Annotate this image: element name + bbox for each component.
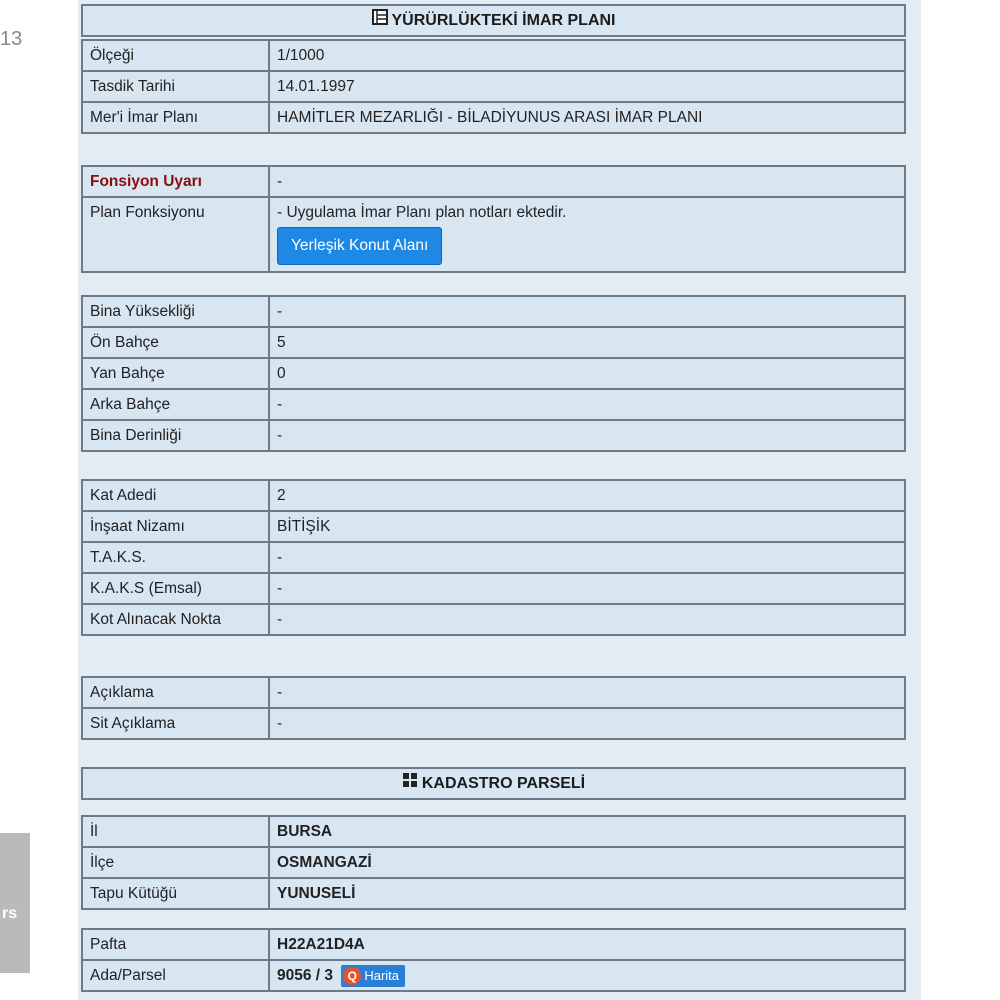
row-label: Tapu Kütüğü [82,878,269,909]
pafta-value: H22A21D4A [269,929,905,960]
ada-parsel-label: Ada/Parsel [82,960,269,991]
row-value: 5 [269,327,905,358]
row-label: T.A.K.S. [82,542,269,573]
plan-fonksiyonu-label: Plan Fonksiyonu [82,197,269,272]
table-row [82,929,905,960]
bahce-table [81,295,906,452]
side-page-number: 13 [0,28,23,50]
row-label: Sit Açıklama [82,708,269,739]
table-row [82,480,905,511]
row-value: 14.01.1997 [269,71,905,102]
row-label: Ölçeği [82,40,269,71]
row-value: BURSA [269,816,905,847]
row-label: Kot Alınacak Nokta [82,604,269,635]
kadastro-title: KADASTRO PARSELİ [421,775,586,793]
table-row [82,389,905,420]
row-value: BİTİŞİK [269,511,905,542]
row-label: İlçe [82,847,269,878]
plan-fonksiyonu-cell [269,197,905,272]
row-label: Açıklama [82,677,269,708]
row-label: Bina Yüksekliği [82,296,269,327]
table-row [82,166,905,197]
table-row [82,604,905,635]
row-value: - [269,296,905,327]
table-row [82,542,905,573]
map-q-icon: Q [343,967,361,985]
row-value: - [269,708,905,739]
row-value: - [269,604,905,635]
row-label: Kat Adedi [82,480,269,511]
fonksiyon-warning-value: - [269,166,905,197]
table-row [82,296,905,327]
side-tab-label: rs [2,905,18,922]
table-row [82,327,905,358]
pafta-table [81,928,906,992]
fonksiyon-warning-label: Fonsiyon Uyarı [82,166,269,197]
four-squares-icon [402,769,418,799]
row-value: 1/1000 [269,40,905,71]
row-label: Yan Bahçe [82,358,269,389]
row-label: Mer'i İmar Planı [82,102,269,133]
document-grid-icon [372,6,388,36]
plan-fonksiyonu-note: - Uygulama İmar Planı plan notları ektedir. [277,204,567,221]
row-value: 0 [269,358,905,389]
table-row [82,677,905,708]
table-row [82,878,905,909]
kadastro-table [81,815,906,910]
table-row [82,816,905,847]
table-row [82,573,905,604]
fonksiyon-table [81,165,906,273]
row-label: Tasdik Tarihi [82,71,269,102]
kat-table [81,479,906,636]
imar-plan-table [81,39,906,134]
row-value: - [269,542,905,573]
table-row [82,511,905,542]
table-row [82,40,905,71]
aciklama-table [81,676,906,740]
row-value: OSMANGAZİ [269,847,905,878]
kadastro-header [81,767,906,800]
imar-info-panel [78,0,921,1000]
row-value: - [269,389,905,420]
ada-parsel-value: 9056 / 3 [277,966,334,984]
row-value: - [269,677,905,708]
row-label: Arka Bahçe [82,389,269,420]
imar-plan-header [81,4,906,37]
harita-button-label: Harita [364,967,400,983]
row-value: - [269,573,905,604]
table-row [82,960,905,991]
row-label: K.A.K.S (Emsal) [82,573,269,604]
row-label: Ön Bahçe [82,327,269,358]
table-row [82,197,905,272]
yerlesik-konut-alani-button[interactable]: Yerleşik Konut Alanı [277,227,442,265]
row-value: - [269,420,905,451]
table-row [82,102,905,133]
row-label: İnşaat Nizamı [82,511,269,542]
table-row [82,71,905,102]
row-value: 2 [269,480,905,511]
table-row [82,420,905,451]
side-tab[interactable] [0,833,30,973]
row-label: İl [82,816,269,847]
harita-button[interactable] [341,965,405,987]
row-value: HAMİTLER MEZARLIĞI - BİLADİYUNUS ARASI İMAR PLANI [269,102,905,133]
table-row [82,847,905,878]
table-row [82,358,905,389]
pafta-label: Pafta [82,929,269,960]
ada-parsel-cell [269,960,905,991]
row-label: Bina Derinliği [82,420,269,451]
row-value: YUNUSELİ [269,878,905,909]
table-row [82,708,905,739]
imar-plan-title: YÜRÜRLÜKTEKİ İMAR PLANI [391,12,616,30]
